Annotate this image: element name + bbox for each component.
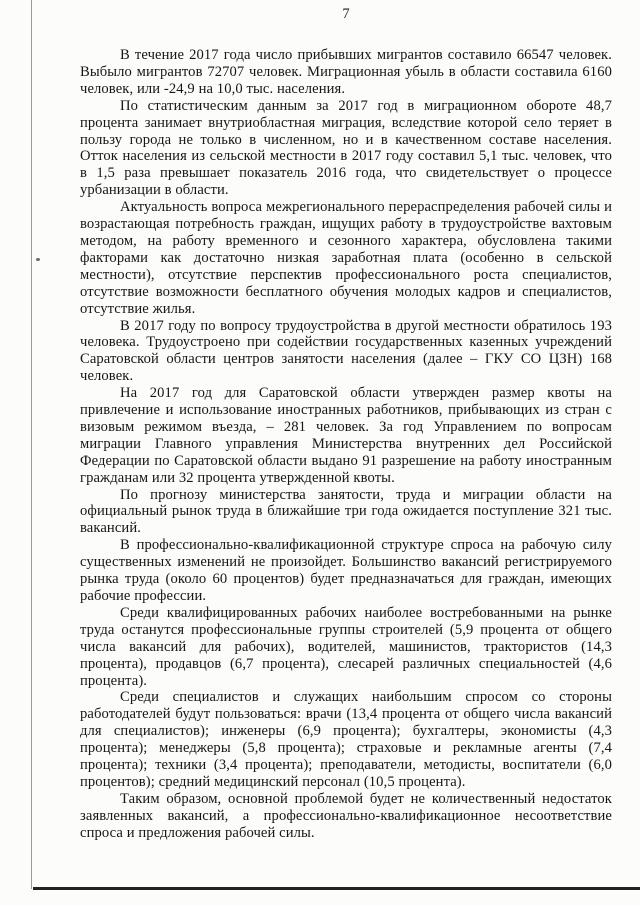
paragraph: Среди специалистов и служащих наибольшим спросом со стороны работодателей будут пользоваться: врачи (13,4 процента от общего числа вакансий для специалистов); инженеры (6,9 процента); бухгалтеры, экономисты (4,3 процента); менеджеры (5,8 процента); страховые и рекламные агенты (7,4 процента); техники (3,4 процента); преподаватели, методисты, воспитатели (6,0 процентов); средний медицинский персонал (10,5 процента). xyxy=(80,689,612,790)
paragraph: На 2017 год для Саратовской области утвержден размер квоты на привлечение и использование иностранных работников, прибывающих из стран с визовым режимом въезда, – 281 человек. За год Управлением по вопросам миграции Главного управления Министерства внутренних дел Российской Федерации по Саратовской области выдано 91 разрешение на работу иностранным гражданам или 32 процента утвержденной квоты. xyxy=(80,385,612,486)
paragraph: В течение 2017 года число прибывших мигрантов составило 66547 человек. Выбыло мигрантов 72707 человек. Миграционная убыль в области составила 6160 человек, или -24,9 на 10,0 тыс. населения. xyxy=(80,47,612,97)
paragraph: Таким образом, основной проблемой будет не количественный недостаток заявленных вакансий, а профессионально-квалификационное несоответствие спроса и предложения рабочей силы. xyxy=(80,790,612,841)
paragraph: Актуальность вопроса межрегионального перераспределения рабочей силы и возрастающая потребность граждан, ищущих работу в трудоустройстве вахтовым методом, на работу временного и сезонного характера, обусловлена такими факторами как достаточно низкая заработная плата (особенно в сельской местности), отсутствие перспектив профессионального роста специалистов, отсутствие возможности бесплатного обучения молодых кадров и специалистов, отсутствие жилья. xyxy=(80,199,612,317)
bottom-border-line xyxy=(33,887,640,890)
paragraph: В профессионально-квалификационной структуре спроса на рабочую силу существенных изменений не произойдет. Большинство вакансий регистрируемого рынка труда (около 60 процентов) будет предназначаться для граждан, имеющих рабочие профессии. xyxy=(80,537,612,604)
page-content xyxy=(80,47,612,842)
page-number: 7 xyxy=(342,6,350,22)
left-border-line xyxy=(31,0,32,889)
paragraph: По статистическим данным за 2017 год в миграционном обороте 48,7 процента занимает внутриобластная миграция, вследствие которой село теряет в пользу города не только в численном, но и в качественном составе населения. Отток населения из сельской местности в 2017 году составил 5,1 тыс. человек, что в 1,5 раза превышает показатель 2016 года, что свидетельствует о процессе урбанизации в области. xyxy=(80,97,612,199)
paragraph: По прогнозу министерства занятости, труда и миграции области на официальный рынок труда в ближайшие три года ожидается поступление 321 тыс. вакансий. xyxy=(80,486,612,537)
scan-artifact-speck xyxy=(36,258,40,261)
paragraph: Среди квалифицированных рабочих наиболее востребованными на рынке труда останутся профессиональные группы строителей (5,9 процента от общего числа вакансий для рабочих), водителей, машинистов, трактористов (14,3 процента), продавцов (6,7 процента), слесарей различных специальностей (4,6 процента). xyxy=(80,604,612,689)
paragraph: В 2017 году по вопросу трудоустройства в другой местности обратилось 193 человека. Трудоустроено при содействии государственных казенных учреждений Саратовской области центров занятости населения (далее – ГКУ СО ЦЗН) 168 человек. xyxy=(80,317,612,385)
